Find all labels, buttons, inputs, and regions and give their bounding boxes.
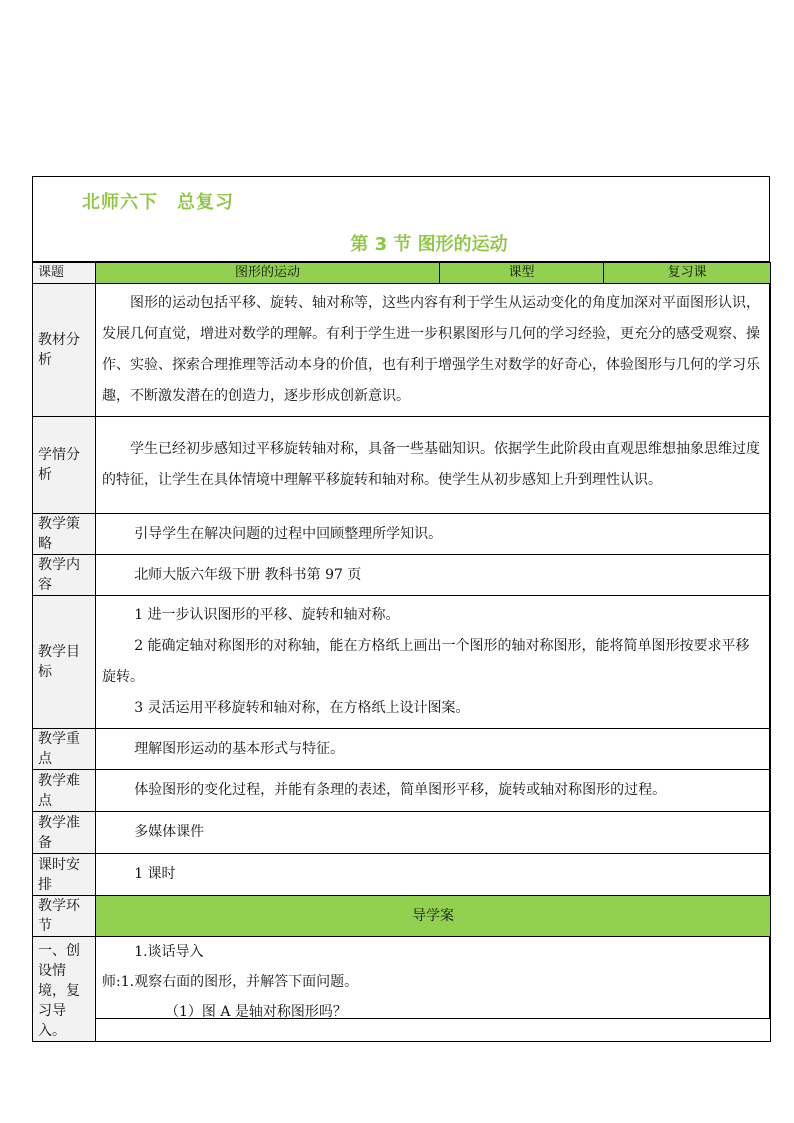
intro-line: 师:1.观察右面的图形，并解答下面问题。	[102, 974, 359, 990]
section-title: 第 3 节 图形的运动	[350, 234, 508, 255]
row-difficult-points	[33, 770, 771, 812]
intro-line: （1）图 A 是轴对称图形吗？	[165, 1004, 347, 1020]
row-text: 多媒体课件	[134, 824, 205, 840]
section-header	[32, 222, 770, 262]
row-label: 教材分析	[33, 284, 96, 417]
series-title: 北师六下 总复习	[82, 192, 234, 213]
lesson-plan-table	[32, 262, 771, 1042]
row-label: 教学重点	[33, 729, 96, 770]
goal-item: 2 能确定轴对称图形的对称轴，能在方格纸上画出一个图形的轴对称图形，能将简单图形按要求平移旋转。	[102, 638, 750, 685]
row-text: 图形的运动包括平移、旋转、轴对称等，这些内容有利于学生从运动变化的角度加深对平面图形认识，发展几何直觉，增进对数学的理解。有利于学生进一步积累图形与几何的学习经验，更充分的感受观察、操作、实验、探索合理推理等活动本身的价值，也有利于增强学生对数学的好奇心，体验图形与几何的学习乐趣，不断激发潜在的创造力，逐步形成创新意识。	[102, 295, 760, 404]
row-label: 教学准备	[33, 812, 96, 854]
topic-row	[33, 263, 771, 284]
row-preparation	[33, 812, 771, 854]
row-teaching-content	[33, 555, 771, 596]
type-value: 复习课	[604, 263, 771, 284]
row-intro	[33, 937, 771, 1042]
row-label: 学情分析	[33, 417, 96, 514]
row-text: 学生已经初步感知过平移旋转轴对称，具备一些基础知识。依据学生此阶段由直观思维想抽象思维过度的特征，让学生在具体情境中理解平移旋转和轴对称。使学生从初步感知上升到理性认识。	[102, 441, 760, 488]
section-title-cell: 导学案	[96, 896, 771, 937]
row-label: 教学内容	[33, 555, 96, 596]
intro-line: 1.谈话导入	[134, 944, 204, 960]
topic-value: 图形的运动	[96, 263, 440, 284]
row-label: 教学目标	[33, 596, 96, 729]
row-text: 引导学生在解决问题的过程中回顾整理所学知识。	[134, 525, 443, 542]
row-teaching-strategy	[33, 514, 771, 555]
row-text: 体验图形的变化过程，并能有条理的表述，简单图形平移，旋转或轴对称图形的过程。	[134, 782, 667, 798]
goal-item: 1 进一步认识图形的平移、旋转和轴对称。	[134, 607, 400, 623]
topic-label: 课题	[33, 263, 96, 284]
type-label: 课型	[440, 263, 604, 284]
row-class-hours	[33, 854, 771, 896]
row-textbook-analysis	[33, 284, 771, 417]
document-header	[32, 176, 770, 222]
row-text: 理解图形运动的基本形式与特征。	[134, 740, 345, 757]
row-label: 教学难点	[33, 770, 96, 812]
row-teaching-goals	[33, 596, 771, 729]
row-label: 教学环节	[33, 896, 96, 937]
row-label: 一、创设情境，复习导入。	[33, 937, 96, 1042]
row-text: 1 课时	[134, 866, 176, 882]
row-label: 教学策略	[33, 514, 96, 555]
row-section-header	[33, 896, 771, 937]
row-student-analysis	[33, 417, 771, 514]
row-key-points	[33, 729, 771, 770]
row-text: 北师大版六年级下册 教科书第 97 页	[134, 566, 362, 583]
row-label: 课时安排	[33, 854, 96, 896]
goal-item: 3 灵活运用平移旋转和轴对称，在方格纸上设计图案。	[134, 700, 470, 716]
